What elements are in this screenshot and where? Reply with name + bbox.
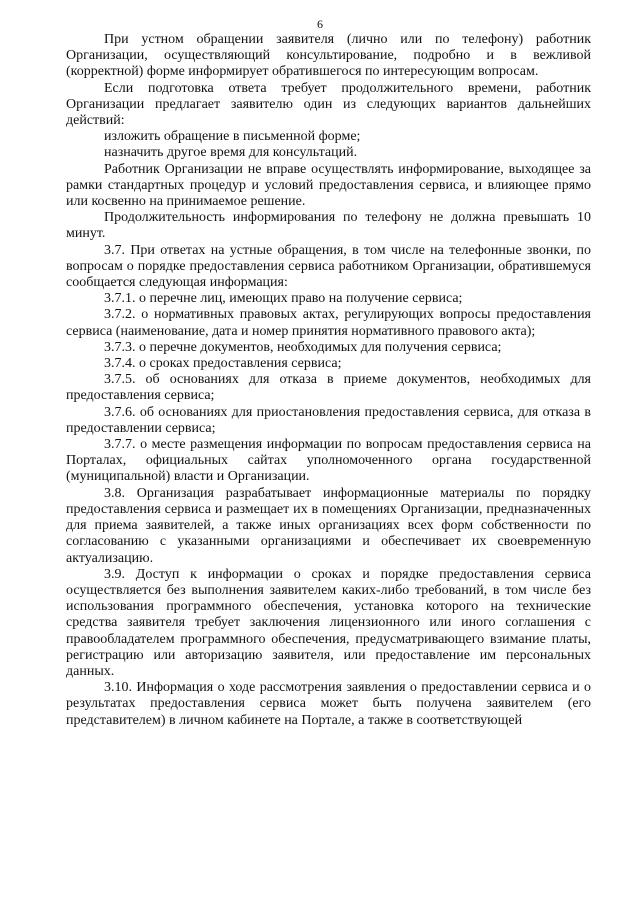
paragraph: При устном обращении заявителя (лично или по телефону) работник Организации, осуществляющий консультирование, подробно и в вежливой (корректной) форме информирует обратившегося по интересующим вопросам. xyxy=(66,32,591,80)
paragraph: 3.7.5. об основаниях для отказа в приеме документов, необходимых для предоставления сервиса; xyxy=(66,372,591,404)
paragraph: 3.7.1. о перечне лиц, имеющих право на получение сервиса; xyxy=(104,291,463,307)
paragraph: 3.10. Информация о ходе рассмотрения заявления о предоставлении сервиса и о результатах предоставления сервиса может быть получена заявителем (его представителем) в личном кабинете на Портале, а также в соответствующей xyxy=(66,680,591,728)
page-number: 6 xyxy=(317,17,323,31)
paragraph: 3.7.6. об основаниях для приостановления предоставления сервиса, для отказа в предоставлении сервиса; xyxy=(66,404,591,436)
paragraph: 3.8. Организация разрабатывает информационные материалы по порядку предоставления сервиса и размещает их в помещениях Организации, предназначенных для приема заявителей, а также иных организациях всех форм собственности по согласованию с указанными организациями и обеспечивает их своевременную актуализацию. xyxy=(66,485,591,566)
paragraph: 3.7.4. о сроках предоставления сервиса; xyxy=(104,356,342,372)
paragraph: 3.9. Доступ к информации о сроках и порядке предоставления сервиса осуществляется без выполнения заявителем каких-либо требований, в том числе без использования программного обеспечения, установка которого на технические средства заявителя требует заключения лицензионного или иного соглашения с правообладателем программного обеспечения, предусматривающего взимание платы, регистрацию или авторизацию заявителя, или предоставление им персональных данных. xyxy=(66,566,591,679)
paragraph: назначить другое время для консультаций. xyxy=(104,145,358,161)
paragraph: 3.7.7. о месте размещения информации по вопросам предоставления сервиса на Порталах, официальных сайтах уполномоченного органа государственной (муниципальной) власти и Организации. xyxy=(66,437,591,485)
paragraph: Работник Организации не вправе осуществлять информирование, выходящее за рамки стандартных процедур и условий предоставления сервиса, и влияющее прямо или косвенно на принимаемое решение. xyxy=(66,161,591,210)
paragraph: Если подготовка ответа требует продолжительного времени, работник Организации предлагает заявителю один из следующих вариантов дальнейших действий: xyxy=(66,80,591,129)
paragraph: 3.7.3. о перечне документов, необходимых для получения сервиса; xyxy=(104,339,502,355)
paragraph: изложить обращение в письменной форме; xyxy=(104,129,361,145)
paragraph: 3.7. При ответах на устные обращения, в том числе на телефонные звонки, по вопросам о порядке предоставления сервиса работником Организации, обратившемуся сообщается следующая информация: xyxy=(66,242,591,291)
paragraph: Продолжительность информирования по телефону не должна превышать 10 минут. xyxy=(66,210,591,242)
document-body xyxy=(66,32,591,729)
paragraph: 3.7.2. о нормативных правовых актах, регулирующих вопросы предоставления сервиса (наименование, дата и номер принятия нормативного правового акта); xyxy=(66,307,591,339)
